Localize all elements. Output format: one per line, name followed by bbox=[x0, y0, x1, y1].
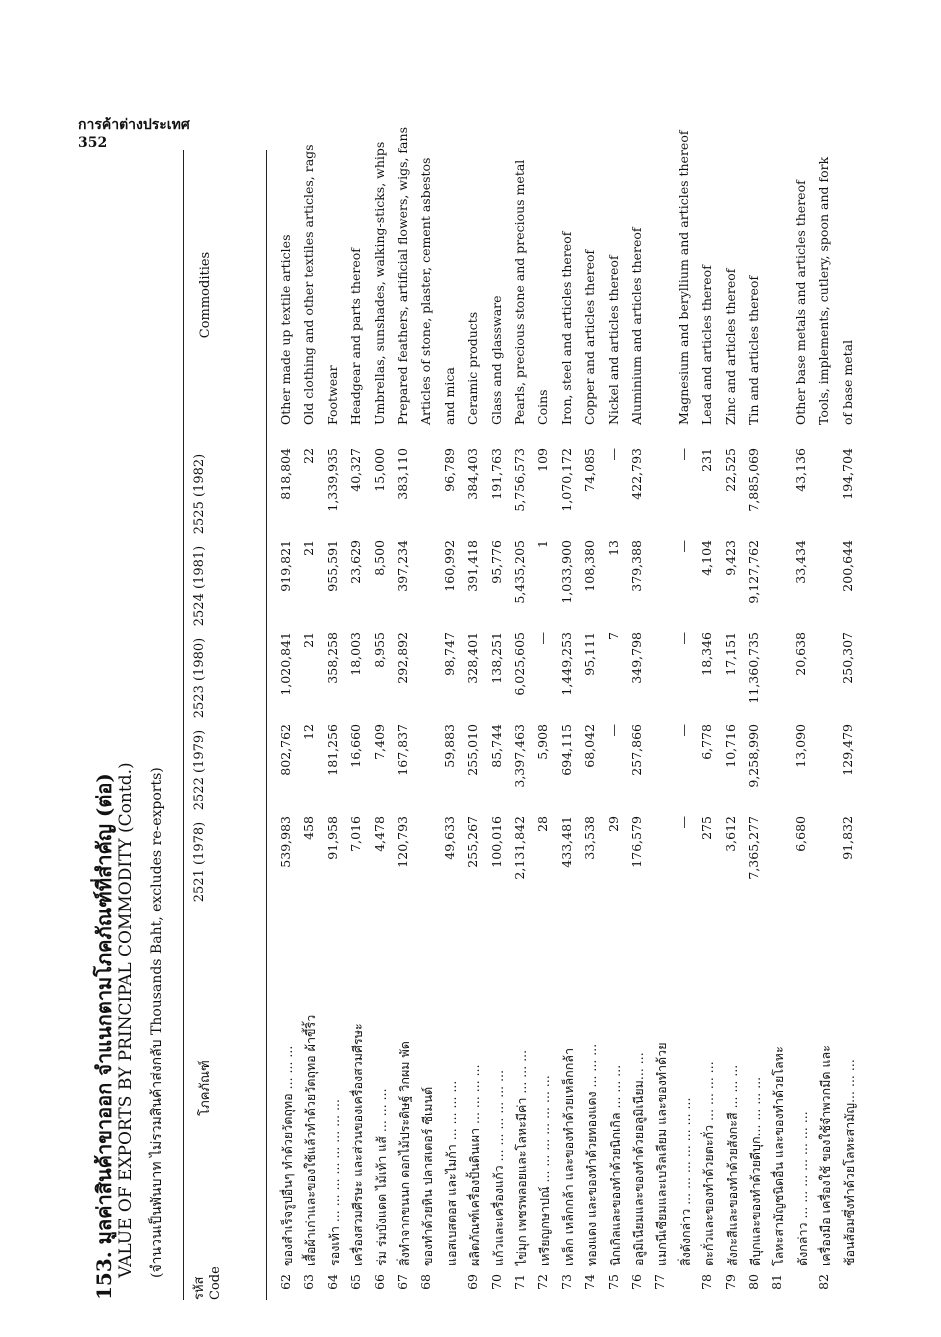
row-value-1980: 6,025,605 bbox=[512, 632, 527, 696]
row-value-1979: 16,660 bbox=[348, 724, 364, 768]
row-code: 73 bbox=[558, 1274, 574, 1290]
row-code: 72 bbox=[535, 1274, 551, 1290]
row-commodity-thai: ดังกล่าว ... ... ... ... ... ... ... bbox=[794, 1111, 810, 1266]
row-value-1979: 10,716 bbox=[722, 724, 738, 768]
row-value-1978: 7,016 bbox=[348, 816, 364, 852]
row-value-1979: 129,479 bbox=[839, 724, 855, 776]
row-value-1982: 5,756,573 bbox=[512, 448, 527, 512]
row-commodity-en: Prepared feathers, artificial flowers, wigs, fans bbox=[395, 127, 410, 425]
row-value-1982: 40,327 bbox=[348, 448, 364, 492]
row-value-1981: 9,423 bbox=[722, 540, 738, 576]
row-code: 70 bbox=[488, 1274, 504, 1290]
row-value-1982: 818,804 bbox=[278, 448, 293, 500]
table-title-en: VALUE OF EXPORTS BY PRINCIPAL COMMODITY (Contd.) bbox=[116, 762, 136, 1278]
row-commodity-en: Articles of stone, plaster, cement asbestos bbox=[418, 157, 434, 425]
row-code: 71 bbox=[512, 1274, 527, 1290]
row-value-1980: 358,258 bbox=[324, 632, 340, 684]
row-value-1982: 384,403 bbox=[465, 448, 481, 500]
row-commodity-thai: ไข่มุก เพชรพลอยและโลหะมีค่า ... ... ... bbox=[514, 1049, 529, 1266]
row-value-1981: 95,776 bbox=[488, 540, 504, 584]
row-value-1980: 292,892 bbox=[395, 632, 410, 684]
row-value-1980: 18,346 bbox=[699, 632, 715, 676]
row-commodity-thai: นิกเกิลและของทำด้วยนิกเกิล ... ... ... bbox=[607, 1064, 623, 1266]
row-commodity-en: Pearls, precious stone and precious metal bbox=[512, 159, 527, 425]
row-code: 82 bbox=[816, 1274, 832, 1290]
row-value-1980: 20,638 bbox=[792, 632, 808, 676]
row-value-1978: 91,832 bbox=[839, 816, 855, 860]
row-value-1980: — bbox=[535, 632, 551, 645]
row-value-1981: 397,234 bbox=[395, 540, 410, 592]
row-value-1980: 17,151 bbox=[722, 632, 738, 676]
row-commodity-thai: อลูมิเนียมและของทำด้วยอลูมิเนียม... ... bbox=[631, 1052, 646, 1266]
row-commodity-thai: เครื่องสวมศีรษะ และส่วนของเครื่องสวมศีรษะ bbox=[350, 1023, 366, 1266]
row-value-1978: 29 bbox=[605, 816, 621, 832]
row-code: 65 bbox=[348, 1274, 364, 1290]
row-commodity-thai: แอสเบสตอส และไมก้า ... ... ... ... bbox=[443, 1080, 459, 1266]
row-value-1980: 250,307 bbox=[839, 632, 855, 684]
row-commodity-thai: ช้อนส้อมซึ่งทำด้วยโลหะสามัญ... ... ... bbox=[841, 1059, 857, 1266]
row-value-1978: 6,680 bbox=[792, 816, 808, 852]
row-value-1978: 100,016 bbox=[488, 816, 504, 868]
row-value-1982: 22,525 bbox=[722, 448, 738, 492]
row-value-1981: 1 bbox=[535, 540, 551, 548]
row-commodity-en: Iron, steel and articles thereof bbox=[558, 231, 574, 425]
row-value-1978: 120,793 bbox=[395, 816, 410, 868]
row-value-1980: 8,955 bbox=[371, 632, 387, 668]
row-value-1982: 383,110 bbox=[395, 448, 410, 500]
row-code: 69 bbox=[465, 1274, 481, 1290]
row-value-1982: 1,070,172 bbox=[558, 448, 574, 512]
row-value-1981: 1,033,900 bbox=[558, 540, 574, 604]
row-value-1982: 74,085 bbox=[582, 448, 598, 492]
row-code: 76 bbox=[629, 1274, 644, 1290]
header-year-1981: 2524 (1981) bbox=[192, 545, 207, 627]
header-year-1982: 2525 (1982) bbox=[192, 453, 207, 535]
row-code: 80 bbox=[746, 1274, 761, 1290]
row-value-1980: 95,111 bbox=[582, 632, 598, 676]
header-year-1980: 2523 (1980) bbox=[192, 637, 207, 719]
row-commodity-en: Headgear and parts thereof bbox=[348, 248, 364, 425]
row-commodity-en: Glass and glassware bbox=[488, 295, 504, 425]
row-code: 78 bbox=[699, 1274, 715, 1290]
row-commodity-en: Other made up textile articles bbox=[278, 234, 293, 425]
row-value-1981: 33,434 bbox=[792, 540, 808, 584]
row-commodity-en: Aluminium and articles thereof bbox=[629, 227, 644, 425]
row-value-1980: 1,020,841 bbox=[278, 632, 293, 696]
header-commodities: Commodities bbox=[198, 251, 213, 339]
row-commodity-en: Ceramic products bbox=[465, 311, 481, 425]
header-code: รหัส Code bbox=[192, 1266, 223, 1300]
row-value-1982: — bbox=[605, 448, 621, 461]
row-value-1980: 328,401 bbox=[465, 632, 481, 684]
row-value-1982: 231 bbox=[699, 448, 715, 472]
row-value-1981: 23,629 bbox=[348, 540, 364, 584]
row-commodity-thai: ของสำเร็จรูปอื่นๆ ทำด้วยวัตถุทอ ... ... ... bbox=[280, 1045, 295, 1266]
row-code: 75 bbox=[605, 1274, 621, 1290]
page-number: 352 bbox=[78, 135, 108, 151]
row-commodity-thai: รองเท้า ... ... ... ... ... ... ... ... bbox=[326, 1098, 342, 1266]
row-code: 67 bbox=[395, 1274, 410, 1290]
row-value-1978: — bbox=[675, 816, 691, 829]
row-value-1980: 1,449,253 bbox=[558, 632, 574, 696]
rotated-table bbox=[88, 127, 888, 1300]
row-value-1978: 2,131,842 bbox=[512, 816, 527, 880]
row-value-1981: 391,418 bbox=[465, 540, 481, 592]
row-commodity-thai: ตะกั่วและของทำด้วยตะกั่ว ... ... ... ... bbox=[701, 1061, 717, 1266]
row-value-1978: 49,633 bbox=[441, 816, 457, 860]
row-commodity-thai: เหรียญกษาปณ์ ... ... ... ... ... ... ... bbox=[537, 1075, 553, 1266]
header-year-1979: 2522 (1979) bbox=[192, 729, 207, 811]
row-value-1981: 5,435,205 bbox=[512, 540, 527, 604]
table-number: 153. bbox=[92, 1251, 116, 1300]
row-commodity-thai: เสื้อผ้าเก่าและของใช้แล้วทำด้วยวัตถุทอ ผ้าขี้ริ้ว bbox=[303, 1014, 319, 1266]
row-commodity-thai: แก้วและเครื่องแก้ว ... ... ... ... ... ... bbox=[490, 1069, 506, 1266]
row-commodity-thai: แมกนีเซียมและเบริลเลียม และของทำด้วย bbox=[654, 1042, 670, 1266]
row-commodity-en: Other base metals and articles thereof bbox=[792, 180, 808, 425]
row-code: 81 bbox=[769, 1274, 785, 1290]
row-value-1979: 59,883 bbox=[441, 724, 457, 768]
row-value-1979: 167,837 bbox=[395, 724, 410, 776]
row-commodity-thai: สิ่งทำจากขนนก ดอกไม้ประดิษฐ์ วิกผม พัด bbox=[397, 1041, 412, 1266]
row-value-1979: 802,762 bbox=[278, 724, 293, 776]
row-value-1979: 12 bbox=[301, 724, 317, 740]
header-year-1978: 2521 (1978) bbox=[192, 821, 207, 903]
row-value-1981: 160,992 bbox=[441, 540, 457, 592]
row-value-1982: 191,763 bbox=[488, 448, 504, 500]
row-value-1982: 109 bbox=[535, 448, 551, 472]
row-value-1982: 7,885,069 bbox=[746, 448, 761, 512]
row-value-1978: 255,267 bbox=[465, 816, 481, 868]
row-commodity-thai: เหล็ก เหล็กกล้า และของทำด้วยเหล็กกล้า bbox=[560, 1048, 576, 1266]
row-value-1981: 8,500 bbox=[371, 540, 387, 576]
row-commodity-en: Lead and articles thereof bbox=[699, 265, 715, 425]
header-rule bbox=[266, 150, 267, 1300]
row-value-1979: 694,115 bbox=[558, 724, 574, 776]
top-rule bbox=[183, 150, 184, 1300]
row-value-1978: 275 bbox=[699, 816, 715, 840]
row-value-1981: 919,821 bbox=[278, 540, 293, 592]
row-value-1980: 7 bbox=[605, 632, 621, 640]
row-value-1978: 458 bbox=[301, 816, 317, 840]
row-commodity-en: Nickel and articles thereof bbox=[605, 255, 621, 425]
row-value-1978: 176,579 bbox=[629, 816, 644, 868]
row-commodity-en: of base metal bbox=[839, 339, 855, 425]
row-value-1981: 108,380 bbox=[582, 540, 598, 592]
row-value-1982: 194,704 bbox=[839, 448, 855, 500]
row-commodity-thai: ดีบุกและของทำด้วยดีบุก... ... ... ... bbox=[748, 1076, 763, 1266]
row-value-1978: 4,478 bbox=[371, 816, 387, 852]
row-value-1978: 433,481 bbox=[558, 816, 574, 868]
row-value-1979: 6,778 bbox=[699, 724, 715, 760]
row-commodity-thai: ทองแดง และของทำด้วยทองแดง ... ... ... bbox=[584, 1043, 600, 1266]
row-value-1978: 91,958 bbox=[324, 816, 340, 860]
row-value-1979: 257,866 bbox=[629, 724, 644, 776]
row-code: 62 bbox=[278, 1274, 293, 1290]
row-commodity-thai: โลหะสามัญชนิดอื่น และของทำด้วยโลหะ bbox=[771, 1046, 787, 1266]
row-value-1980: 98,747 bbox=[441, 632, 457, 676]
row-value-1978: 3,612 bbox=[722, 816, 738, 852]
row-value-1982: — bbox=[675, 448, 691, 461]
row-value-1979: 85,744 bbox=[488, 724, 504, 768]
row-value-1979: 255,010 bbox=[465, 724, 481, 776]
row-value-1980: 138,251 bbox=[488, 632, 504, 684]
row-code: 79 bbox=[722, 1274, 738, 1290]
row-commodity-thai: ร่ม ร่มบังแดด ไม้เท้า แส้ ... ... ... bbox=[373, 1088, 389, 1266]
row-value-1979: 9,258,990 bbox=[746, 724, 761, 788]
row-value-1980: 18,003 bbox=[348, 632, 364, 676]
row-value-1982: 422,793 bbox=[629, 448, 644, 500]
row-commodity-en: Footwear bbox=[324, 365, 340, 425]
row-value-1981: 200,644 bbox=[839, 540, 855, 592]
row-commodity-en: Old clothing and other textiles articles, rags bbox=[301, 144, 317, 425]
row-code: 64 bbox=[324, 1274, 340, 1290]
row-commodity-thai: สิ่งดังกล่าว ... ... ... ... ... ... ... bbox=[677, 1097, 693, 1266]
row-value-1978: 7,365,277 bbox=[746, 816, 761, 880]
page-header bbox=[78, 116, 190, 152]
row-value-1981: 955,591 bbox=[324, 540, 340, 592]
table-title-thai-text: มูลค่าสินค้าขาออก จำแนกตามโภคภัณฑ์ที่สำคัญ (ต่อ) bbox=[92, 773, 116, 1245]
row-value-1979: 13,090 bbox=[792, 724, 808, 768]
row-value-1981: 379,388 bbox=[629, 540, 644, 592]
row-commodity-thai: ของทำด้วยหิน ปลาสเตอร์ ซีเมนต์ bbox=[420, 1086, 436, 1266]
row-value-1979: 68,042 bbox=[582, 724, 598, 768]
row-commodity-en: Umbrellas, sunshades, walking-sticks, whips bbox=[371, 141, 387, 425]
table-title-block bbox=[88, 150, 184, 1300]
row-code: 66 bbox=[371, 1274, 387, 1290]
row-value-1978: 28 bbox=[535, 816, 551, 832]
row-value-1979: — bbox=[675, 724, 691, 737]
row-commodity-en: Zinc and articles thereof bbox=[722, 268, 738, 425]
row-value-1982: 96,789 bbox=[441, 448, 457, 492]
row-commodity-en: Copper and articles thereof bbox=[582, 249, 598, 425]
row-value-1979: 181,256 bbox=[324, 724, 340, 776]
row-commodity-en: and mica bbox=[441, 367, 457, 425]
row-commodity-en: Tin and articles thereof bbox=[746, 275, 761, 425]
row-commodity-thai: เครื่องมือ เครื่องใช้ ของใช้จำพวกมีด และ bbox=[818, 1045, 834, 1266]
row-value-1981: 9,127,762 bbox=[746, 540, 761, 604]
row-value-1979: 3,397,463 bbox=[512, 724, 527, 788]
row-value-1978: 539,983 bbox=[278, 816, 293, 868]
row-value-1978: 33,538 bbox=[582, 816, 598, 860]
row-value-1979: 7,409 bbox=[371, 724, 387, 760]
row-value-1979: — bbox=[605, 724, 621, 737]
row-value-1979: 5,908 bbox=[535, 724, 551, 760]
row-value-1980: 11,360,735 bbox=[746, 632, 761, 704]
row-code: 74 bbox=[582, 1274, 598, 1290]
section-title: การค้าต่างประเทศ bbox=[78, 117, 190, 133]
row-value-1982: 1,339,935 bbox=[324, 448, 340, 512]
row-commodity-thai: สังกะสีและของทำด้วยสังกะสี ... ... ... bbox=[724, 1064, 740, 1266]
row-value-1981: 21 bbox=[301, 540, 317, 556]
row-commodity-thai: ผลิตภัณฑ์เครื่องปั้นดินเผา ... ... ... ... bbox=[467, 1064, 483, 1266]
row-value-1981: 4,104 bbox=[699, 540, 715, 576]
row-value-1980: 349,798 bbox=[629, 632, 644, 684]
row-code: 63 bbox=[301, 1274, 317, 1290]
row-code: 68 bbox=[418, 1274, 434, 1290]
row-value-1982: 15,000 bbox=[371, 448, 387, 492]
row-code: 77 bbox=[652, 1274, 668, 1290]
row-value-1980: 21 bbox=[301, 632, 317, 648]
row-value-1982: 43,136 bbox=[792, 448, 808, 492]
row-commodity-en: Magnesium and beryllium and articles thereof bbox=[675, 130, 691, 425]
row-commodity-en: Coins bbox=[535, 389, 551, 425]
header-thai: โภคภัณฑ์ bbox=[198, 1060, 213, 1116]
table-subtitle: (จำนวนเป็นพันบาท ไม่รวมสินค้าส่งกลับ Thousands Baht, excludes re-exports) bbox=[149, 767, 165, 1278]
row-commodity-en: Tools, implements, cutlery, spoon and fork bbox=[816, 156, 832, 425]
row-value-1981: 13 bbox=[605, 540, 621, 556]
row-value-1982: 22 bbox=[301, 448, 317, 464]
row-value-1981: — bbox=[675, 540, 691, 553]
row-value-1980: — bbox=[675, 632, 691, 645]
